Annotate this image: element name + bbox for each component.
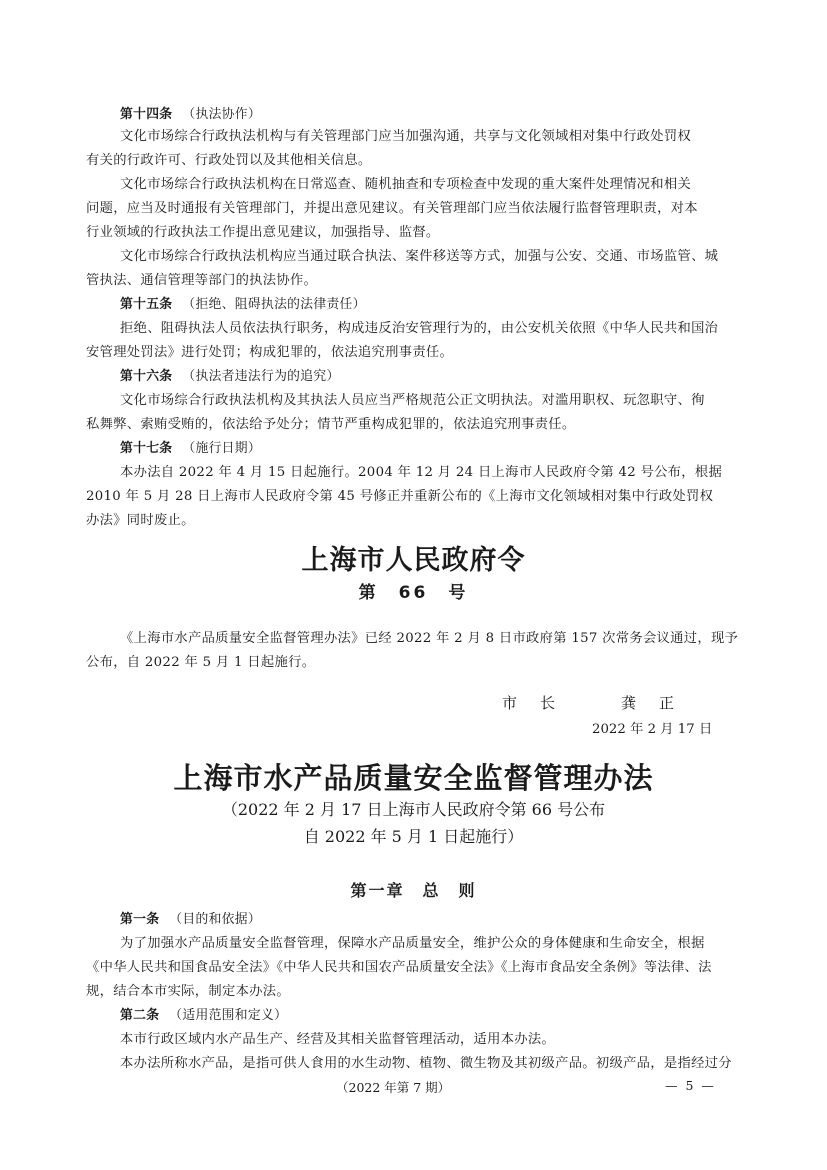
chapter-heading: 第一章 总 则 <box>350 881 477 900</box>
paragraph-line: 问题，应当及时通报有关管理部门，并提出意见建议。有关管理部门应当依法履行监督管理职责，对本 <box>86 201 698 216</box>
issue-label: （2022 年第 7 期） <box>336 1080 451 1095</box>
article-title: （执法协作） <box>182 107 261 122</box>
paragraph-line: 本市行政区域内水产品生产、经营及其相关监督管理活动，适用本办法。 <box>120 1032 556 1047</box>
paragraph-line: 管执法、通信管理等部门的执法协作。 <box>86 273 318 288</box>
paragraph-line: 文化市场综合行政执法机构及其执法人员应当严格规范公正文明执法。对滥用职权、玩忽职守、徇 <box>120 393 705 408</box>
paragraph-line: 文化市场综合行政执法机构与有关管理部门应当加强沟通，共享与文化领域相对集中行政处罚权 <box>120 129 692 144</box>
paragraph-line: 文化市场综合行政执法机构应当通过联合执法、案件移送等方式，加强与公安、交通、市场监管、城 <box>120 249 719 264</box>
order-text-line: 公布，自 2022 年 5 月 1 日起施行。 <box>86 655 316 670</box>
order-number: 第 66 号 <box>358 583 469 603</box>
article-title: （目的和依据） <box>169 912 261 927</box>
paragraph-line: 安管理处罚法》进行处罚；构成犯罪的，依法追究刑事责任。 <box>86 345 454 360</box>
paragraph-line: 本办法所称水产品，是指可供人食用的水生动物、植物、微生物及其初级产品。初级产品，是指经过分 <box>120 1056 732 1071</box>
paragraph-line: 拒绝、阻碍执法人员依法执行职务，构成违反治安管理行为的，由公安机关依照《中华人民共和国治 <box>120 321 719 336</box>
article-number: 第二条 <box>120 1008 160 1023</box>
article-number: 第一条 <box>120 912 160 927</box>
order-title: 上海市人民政府令 <box>301 545 526 576</box>
paragraph-line: 有关的行政许可、行政处罚以及其他相关信息。 <box>86 153 372 168</box>
article-title: （施行日期） <box>182 441 261 456</box>
mayor-label: 市 长 <box>502 694 560 712</box>
article-number: 第十七条 <box>120 441 173 456</box>
mayor-name: 龚 正 <box>621 694 679 712</box>
article-1-heading <box>120 909 780 931</box>
article-15-heading <box>120 294 780 316</box>
article-2-heading <box>120 1005 780 1027</box>
paragraph-line: 规，结合本市实际，制定本办法。 <box>86 984 290 999</box>
regulation-title: 上海市水产品质量安全监督管理办法 <box>173 761 654 795</box>
regulation-subtitle: 自 2022 年 5 月 1 日起施行） <box>303 827 524 846</box>
article-number: 第十五条 <box>120 297 173 312</box>
article-14-heading <box>120 104 780 126</box>
paragraph-line: 为了加强水产品质量安全监督管理，保障水产品质量安全，维护公众的身体健康和生命安全，根据 <box>120 936 705 951</box>
paragraph-line: 文化市场综合行政执法机构在日常巡查、随机抽查和专项检查中发现的重大案件处理情况和相关 <box>120 177 692 192</box>
signing-date: 2022 年 2 月 17 日 <box>592 722 713 737</box>
article-17-heading <box>120 438 780 460</box>
article-title: （执法者违法行为的追究） <box>182 369 340 384</box>
article-16-heading <box>120 366 780 388</box>
paragraph-line: 2010 年 5 月 28 日上海市人民政府令第 45 号修正并重新公布的《上海市文化领域相对集中行政处罚权 <box>86 489 714 504</box>
paragraph-line: 本办法自 2022 年 4 月 15 日起施行。2004 年 12 月 24 日上海市人民政府令第 42 号公布，根据 <box>120 465 723 480</box>
order-text-line: 《上海市水产品质量安全监督管理办法》已经 2022 年 2 月 8 日市政府第 157 次常务会议通过，现予 <box>120 631 739 646</box>
paragraph-line: 《中华人民共和国食品安全法》《中华人民共和国农产品质量安全法》《上海市食品安全条例》等法律、法 <box>86 960 712 975</box>
regulation-subtitle: （2022 年 2 月 17 日上海市人民政府令第 66 号公布 <box>221 800 606 819</box>
paragraph-line: 行业领域的行政执法工作提出意见建议，加强指导、监督。 <box>86 225 440 240</box>
article-title: （适用范围和定义） <box>169 1008 288 1023</box>
page-number: — 5 — <box>665 1078 716 1093</box>
paragraph-line: 办法》同时废止。 <box>86 513 195 528</box>
article-title: （拒绝、阻碍执法的法律责任） <box>182 297 366 312</box>
article-number: 第十六条 <box>120 369 173 384</box>
article-number: 第十四条 <box>120 107 173 122</box>
paragraph-line: 私舞弊、索贿受贿的，依法给予处分；情节严重构成犯罪的，依法追究刑事责任。 <box>86 417 576 432</box>
